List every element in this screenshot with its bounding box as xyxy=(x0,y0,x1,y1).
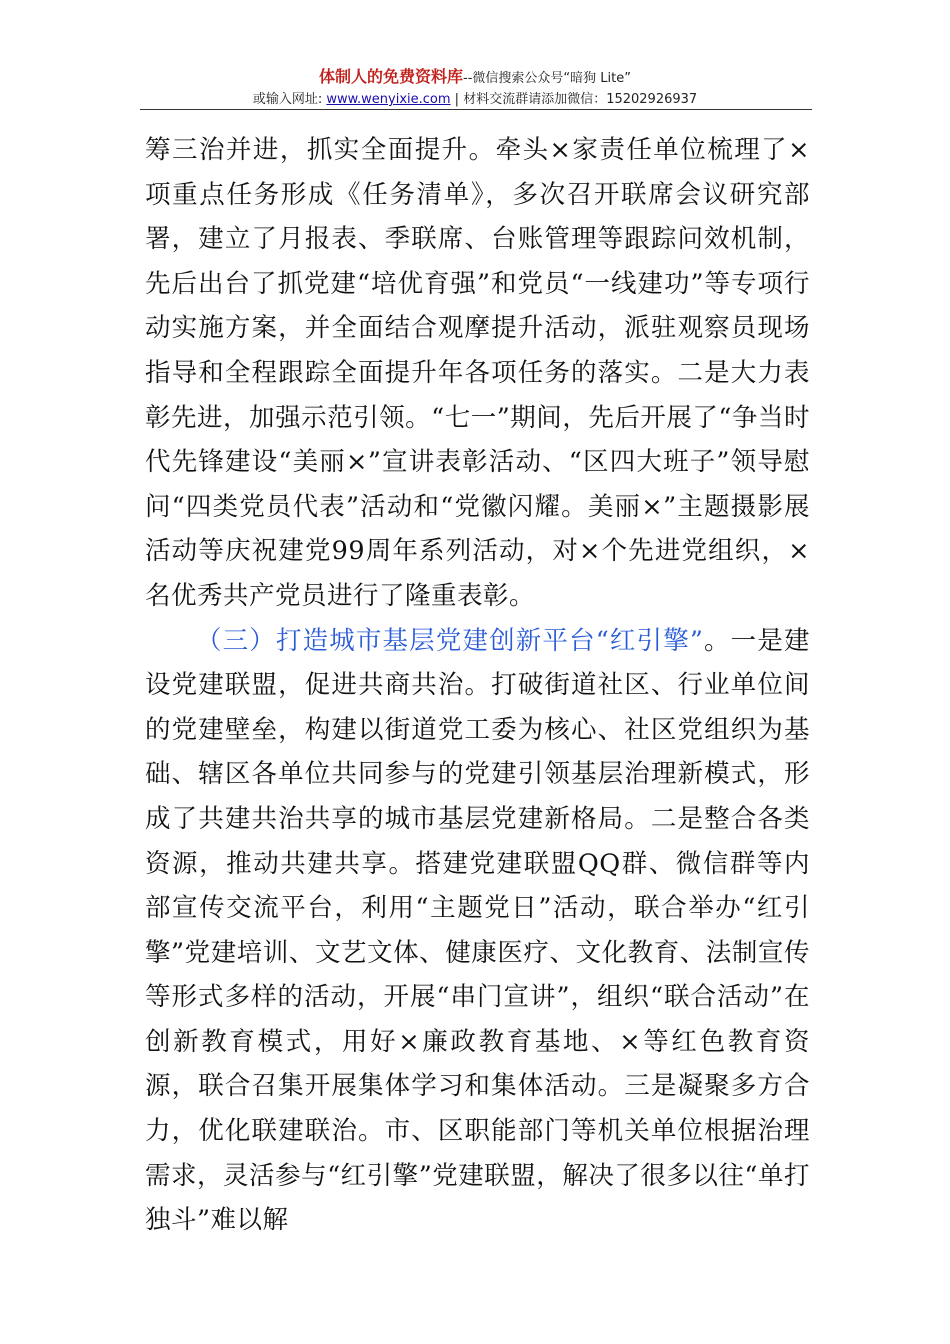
site-name: 体制人的免费资料库 xyxy=(319,67,464,86)
header-line-1 xyxy=(0,66,950,90)
header-divider xyxy=(140,109,812,110)
paragraph-2-body: 。一是建设党建联盟，促进共商共治。打破街道社区、行业单位间的党建壁垒，构建以街道党工委为核心、社区党组织为基础、辖区各单位共同参与的党建引领基层治理新模式，形成了共建共治共享的城市基层党建新格局。二是整合各类资源，推动共建共享。搭建党建联盟QQ群、微信群等内部宣传交流平台，利用“主题党日”活动，联合举办“红引擎”党建培训、文艺文体、健康医疗、文化教育、法制宣传等形式多样的活动，开展“串门宣讲”，组织“联合活动”在创新教育模式，用好×廉政教育基地、×等红色教育资源，联合召集开展集体学习和集体活动。三是凝聚多方合力，优化联建联治。市、区职能部门等机关单位根据治理需求，灵活参与“红引擎”党建联盟，解决了很多以往“单打独斗”难以解 xyxy=(145,625,810,1236)
url-label: 或输入网址: xyxy=(252,92,327,107)
section-heading: （三）打造城市基层党建创新平台“红引擎” xyxy=(196,625,704,656)
header-line-2 xyxy=(0,90,950,110)
paragraph-2 xyxy=(145,619,810,1243)
contact-info: | 材料交流群请添加微信：15202926937 xyxy=(450,92,698,107)
site-url-link[interactable]: www.wenyixie.com xyxy=(326,92,451,107)
paragraph-1: 筹三治并进，抓实全面提升。牵头×家责任单位梳理了×项重点任务形成《任务清单》，多次召开联席会议研究部署，建立了月报表、季联席、台账管理等跟踪问效机制，先后出台了抓党建“培优育强”和党员“一线建功”等专项行动实施方案，并全面结合观摩提升活动，派驻观察员现场指导和全程跟踪全面提升年各项任务的落实。二是大力表彰先进，加强示范引领。“七一”期间，先后开展了“争当时代先锋建设“美丽×”宣讲表彰活动、“区四大班子”领导慰问“四类党员代表”活动和“党徽闪耀。美丽×”主题摄影展活动等庆祝建党99周年系列活动，对×个先进党组织，×名优秀共产党员进行了隆重表彰。 xyxy=(145,135,810,611)
document-header xyxy=(0,66,950,110)
wechat-note: --微信搜索公众号“暗狗 Lite” xyxy=(463,71,631,86)
document-body xyxy=(145,128,810,1243)
